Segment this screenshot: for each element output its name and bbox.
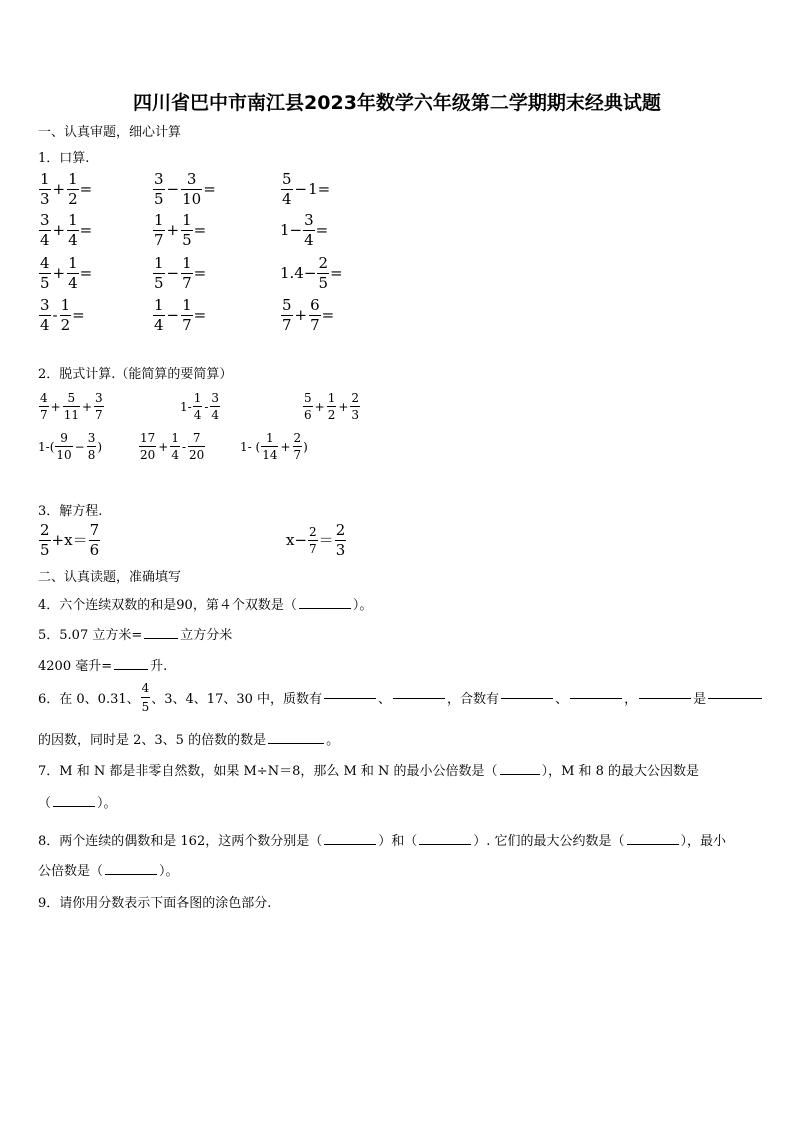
q1-fraction-b-num: 1 <box>182 296 192 314</box>
q1-fraction-b <box>67 172 79 207</box>
q6-blank-4[interactable] <box>570 697 622 699</box>
q2-fraction <box>261 432 278 461</box>
q2-fraction-den: 4 <box>171 448 179 462</box>
q8-blank-2[interactable] <box>419 843 471 845</box>
q1-fraction-a <box>153 298 165 333</box>
q1-fraction-b <box>181 256 193 291</box>
q1-fraction-a <box>153 256 165 291</box>
q7-middle: ），M 和 8 的最大公因数是 <box>541 764 700 779</box>
q5-b-suffix: 升. <box>150 659 168 674</box>
q1-operator: − <box>166 264 180 282</box>
q3-label: 3．解方程. <box>38 504 103 519</box>
q1-fraction-b-num: 2 <box>318 254 328 272</box>
q7-line1 <box>38 760 699 779</box>
q6-line1 <box>38 681 764 714</box>
q6-line2-suffix: 。 <box>326 733 340 748</box>
q1-fraction-a-den: 5 <box>40 274 50 292</box>
q2-fraction <box>139 432 156 461</box>
q1-fraction-b <box>60 298 72 333</box>
q1-lead: 1− <box>280 221 303 239</box>
q2-fraction <box>293 432 303 461</box>
q5-a-suffix: 立方分米 <box>180 628 233 643</box>
section-2-heading: 二、认真读题，准确填写 <box>38 570 182 585</box>
q5-line1 <box>38 624 232 643</box>
q1-equals: = <box>72 306 85 324</box>
q1-equals: = <box>79 264 93 282</box>
q1-fraction-a <box>39 213 51 248</box>
q1-fraction-a-den: 4 <box>40 231 50 249</box>
q5-a-prefix: 5．5.07 立方米= <box>38 628 143 643</box>
q8-line1 <box>38 830 726 849</box>
q2-fraction-num: 3 <box>211 391 220 405</box>
q1-fraction-b-den: 2 <box>60 316 71 334</box>
q1-operator: − <box>294 180 308 198</box>
q2-fraction-den: 6 <box>304 408 312 422</box>
q1-fraction-a-num: 1 <box>154 254 164 272</box>
q2-operator: − <box>74 439 85 454</box>
q6-blank-7[interactable] <box>268 742 324 744</box>
q2-fraction <box>63 392 80 421</box>
q1-equals: = <box>193 264 207 282</box>
q2-fraction-den: 20 <box>189 448 205 462</box>
q2-fraction-num: 1 <box>171 431 179 445</box>
q2-operator: - <box>204 399 209 414</box>
q2-operator: + <box>158 439 169 454</box>
q2-operator: + <box>314 399 325 414</box>
q1-fraction-b-num: 1 <box>182 254 192 272</box>
q3-eq2-fraction-b <box>335 523 347 558</box>
q2-row1-item-1 <box>38 392 105 421</box>
q7-line2-suffix: ）。 <box>97 796 117 811</box>
q1-item-1-2 <box>152 172 216 207</box>
q1-fraction-a-num: 4 <box>40 254 50 272</box>
q1-fraction-a <box>281 172 293 207</box>
q1-fraction-a-den: 4 <box>40 316 50 334</box>
q1-fraction-a-num: 5 <box>282 170 292 188</box>
q1-fraction-b <box>181 172 202 207</box>
q3-eq1-fraction-a-den: 5 <box>40 541 50 559</box>
q2-fraction-num: 3 <box>95 391 103 405</box>
q1-whole: 1 <box>308 180 318 198</box>
q6-fraction-den: 5 <box>141 700 150 714</box>
q6-line2 <box>38 729 339 748</box>
q7-prefix: 7．M 和 N 都是非零自然数，如果 M÷N＝8，那么 M 和 N 的最小公倍数是（ <box>38 764 498 779</box>
q8-line2-suffix: ）。 <box>159 864 179 879</box>
q2-fraction <box>87 432 97 461</box>
q1-item-4-2 <box>152 298 206 333</box>
q2-fraction-num: 5 <box>304 391 312 405</box>
q8-mid-1: ）和（ <box>378 834 418 849</box>
q6-blank-2[interactable] <box>393 697 445 699</box>
q3-eq1-fraction-a-num: 2 <box>40 521 50 539</box>
q5-a-blank[interactable] <box>144 637 178 639</box>
q1-equals: = <box>79 221 93 239</box>
q5-b-blank[interactable] <box>114 668 148 670</box>
q7-blank-1[interactable] <box>500 773 540 775</box>
q1-item-4-1 <box>38 298 85 333</box>
q4-text <box>38 594 372 613</box>
q2-row1-item-2 <box>180 392 221 421</box>
q8-blank-4[interactable] <box>105 873 157 875</box>
q1-fraction-a-den: 4 <box>154 316 164 334</box>
q9-text: 9．请你用分数表示下面各图的涂色部分. <box>38 896 272 911</box>
q2-fraction-num: 4 <box>40 391 48 405</box>
q2-fraction <box>193 392 203 421</box>
q8-mid-3: ），最小 <box>680 834 727 849</box>
q8-mid-2: ）. 它们的最大公约数是（ <box>473 834 625 849</box>
q2-row2-item-2 <box>138 432 206 461</box>
q2-fraction-num: 2 <box>351 391 360 405</box>
q2-fraction <box>94 392 104 421</box>
q2-operator: + <box>81 399 93 414</box>
q5-b-prefix: 4200 毫升= <box>38 659 113 674</box>
q2-fraction-den: 10 <box>56 448 72 462</box>
q6-sep-2: ，合数有 <box>447 692 500 707</box>
q6-blank-6[interactable] <box>708 697 762 699</box>
q1-fraction-a <box>281 298 293 333</box>
q2-fraction-num: 3 <box>87 431 96 445</box>
q2-operator: - <box>181 439 187 454</box>
q1-fraction-a-num: 3 <box>40 296 50 314</box>
q2-fraction-den: 14 <box>262 448 278 462</box>
q2-operator: + <box>280 439 291 454</box>
q6-prefix: 6．在 0、0.31、 <box>38 692 140 707</box>
q1-item-3-1 <box>38 256 92 291</box>
q3-eq1-fraction-b-num: 7 <box>89 521 100 539</box>
q1-operator: + <box>52 180 66 198</box>
q1-fraction-a-den: 5 <box>154 190 164 208</box>
q2-fraction <box>39 392 49 421</box>
q2-fraction-den: 7 <box>293 448 302 462</box>
q1-equals: = <box>79 180 93 198</box>
q1-fraction-b <box>67 256 79 291</box>
q1-fraction-a-den: 4 <box>282 190 292 208</box>
q2-fraction <box>55 432 72 461</box>
q1-fraction-b <box>309 298 321 333</box>
q2-fraction <box>327 392 337 421</box>
q2-fraction-den: 4 <box>211 408 220 422</box>
q1-equals: = <box>317 180 331 198</box>
q1-fraction-b-den: 5 <box>182 231 192 249</box>
q2-label: 2．脱式计算.（能简算的要简算） <box>38 367 233 382</box>
q3-eq1-fraction-a <box>39 523 51 558</box>
q1-fraction-a <box>39 298 51 333</box>
q1-equals: = <box>329 264 343 282</box>
q1-fraction-b-num: 1 <box>68 211 78 229</box>
q2-operator: + <box>338 399 349 414</box>
q1-fraction-b-num: 1 <box>60 296 71 314</box>
q1-equals: = <box>193 221 207 239</box>
q2-lead: 1-( <box>38 439 55 454</box>
q2-fraction <box>210 392 220 421</box>
q2-lead: 1- ( <box>240 439 261 454</box>
q3-eq1-fraction-b-den: 6 <box>89 541 100 559</box>
q1-label: 1．口算. <box>38 151 90 166</box>
q2-operator: + <box>50 399 61 414</box>
q1-lead: 1.4− <box>280 264 317 282</box>
q1-operator: − <box>166 180 180 198</box>
q2-row1-item-3 <box>302 392 361 421</box>
q2-row2-item-3 <box>240 432 308 461</box>
q8-prefix: 8．两个连续的偶数和是 162，这两个数分别是（ <box>38 834 323 849</box>
q7-blank-2[interactable] <box>53 805 95 807</box>
page-title: 四川省巴中市南江县2023年数学六年级第二学期期末经典试题 <box>133 92 661 114</box>
q2-fraction-den: 4 <box>193 408 202 422</box>
q2-fraction <box>170 432 180 461</box>
q2-fraction <box>350 392 360 421</box>
q1-operator: + <box>52 264 66 282</box>
q1-fraction-b-den: 4 <box>68 231 78 249</box>
q2-fraction-num: 1 <box>327 391 336 405</box>
q4-prefix: 4．六个连续双数的和是90，第４个双数是（ <box>38 598 297 613</box>
q2-fraction-num: 5 <box>67 391 76 405</box>
q1-equals: = <box>321 306 335 324</box>
section-1-heading: 一、认真审题，细心计算 <box>38 125 182 140</box>
q1-item-1-3 <box>280 172 330 207</box>
q6-is: 是 <box>693 692 707 707</box>
q1-fraction-b-den: 7 <box>182 316 192 334</box>
q1-fraction-b <box>181 298 193 333</box>
q1-fraction-b-num: 3 <box>304 211 314 229</box>
q4-blank[interactable] <box>299 607 351 609</box>
q3-eq2-lead: x− <box>286 531 308 549</box>
q1-fraction-a <box>153 213 165 248</box>
q8-line2 <box>38 860 179 879</box>
q1-item-2-1 <box>38 213 92 248</box>
q1-fraction-a-den: 5 <box>154 274 164 292</box>
q6-blank-5[interactable] <box>639 697 691 699</box>
q2-fraction-num: 17 <box>140 431 156 445</box>
q6-sep-3: 、 <box>555 692 569 707</box>
q1-fraction-b-den: 5 <box>318 274 328 292</box>
q4-suffix: ）。 <box>352 598 373 613</box>
q6-sep-1: 、 <box>378 692 392 707</box>
q1-item-3-3 <box>280 256 343 291</box>
q1-fraction-a-num: 3 <box>40 211 50 229</box>
q3-eq1-fraction-b <box>89 523 101 558</box>
q6-fraction-num: 4 <box>141 681 150 695</box>
q1-fraction-b-num: 1 <box>68 254 78 272</box>
q3-eq2-fraction-b-den: 3 <box>335 541 346 559</box>
q1-fraction-a <box>39 256 51 291</box>
q3-eq2-mid: ＝ <box>318 531 334 549</box>
q3-eq1-mid: +x＝ <box>51 531 88 549</box>
q2-fraction-num: 7 <box>192 431 201 445</box>
q2-fraction-num: 9 <box>60 431 68 445</box>
q1-fraction-b-den: 2 <box>68 190 78 208</box>
q1-equals: = <box>203 180 216 198</box>
q1-fraction-a-den: 7 <box>154 231 164 249</box>
q1-item-3-2 <box>152 256 206 291</box>
q1-fraction-a-num: 1 <box>154 296 164 314</box>
q6-fraction <box>141 681 151 714</box>
q1-fraction-b-num: 1 <box>182 211 192 229</box>
q2-tail: ) <box>303 439 308 454</box>
q1-fraction-a-num: 1 <box>40 170 50 188</box>
q8-blank-3[interactable] <box>627 843 679 845</box>
q1-item-1-1 <box>38 172 92 207</box>
q2-fraction <box>188 432 205 461</box>
q2-fraction-num: 1 <box>266 431 274 445</box>
q1-operator: + <box>294 306 308 324</box>
q1-fraction-a-num: 1 <box>154 211 164 229</box>
q1-item-4-3 <box>280 298 334 333</box>
q2-fraction-den: 2 <box>327 408 336 422</box>
q1-equals: = <box>193 306 207 324</box>
q2-fraction <box>303 392 313 421</box>
q3-equation-1 <box>38 523 101 558</box>
q3-eq2-fraction-a-den: 7 <box>309 542 317 556</box>
q1-fraction-a-den: 3 <box>40 190 50 208</box>
q2-fraction-den: 7 <box>95 408 103 422</box>
q1-fraction-b-den: 7 <box>310 316 320 334</box>
q6-blank-3[interactable] <box>501 697 553 699</box>
q1-item-2-3 <box>280 213 328 248</box>
q1-fraction-a-num: 5 <box>282 296 292 314</box>
q1-fraction-a <box>39 172 51 207</box>
q1-fraction-a-num: 3 <box>154 170 164 188</box>
q3-eq2-fraction-b-num: 2 <box>335 521 346 539</box>
q2-fraction-den: 8 <box>87 448 96 462</box>
q7-line2 <box>38 792 117 811</box>
q3-equation-2 <box>286 523 347 558</box>
q1-fraction-b-num: 1 <box>68 170 78 188</box>
q1-fraction-b-den: 4 <box>304 231 314 249</box>
q8-line2-prefix: 公倍数是（ <box>38 864 104 879</box>
q2-fraction-num: 1 <box>193 391 202 405</box>
q1-fraction-b-num: 6 <box>310 296 320 314</box>
q6-middle: 、3、4、17、30 中，质数有 <box>151 692 323 707</box>
q2-fraction-num: 2 <box>293 431 302 445</box>
q1-item-2-2 <box>152 213 206 248</box>
q1-operator: + <box>166 221 180 239</box>
q6-sep-4: ， <box>624 692 638 707</box>
q2-tail: ) <box>97 439 103 454</box>
q2-fraction-den: 7 <box>40 408 48 422</box>
q1-fraction-b-den: 7 <box>182 274 192 292</box>
q1-operator: + <box>52 221 66 239</box>
q2-lead: 1- <box>180 399 192 414</box>
q6-blank-1[interactable] <box>324 697 376 699</box>
q2-fraction-den: 20 <box>140 448 156 462</box>
q1-fraction-a-den: 7 <box>282 316 292 334</box>
q3-eq2-fraction-a-num: 2 <box>309 525 317 539</box>
q2-fraction-den: 3 <box>351 408 360 422</box>
q2-fraction-den: 11 <box>63 408 79 422</box>
q1-fraction-b <box>67 213 79 248</box>
q1-fraction-a <box>153 172 165 207</box>
q5-line2 <box>38 655 167 674</box>
q1-fraction-b <box>303 213 315 248</box>
q7-line2-prefix: （ <box>38 796 52 811</box>
q8-blank-1[interactable] <box>324 843 376 845</box>
q1-operator: − <box>166 306 180 324</box>
q1-fraction-b-num: 3 <box>186 170 197 188</box>
q1-equals: = <box>315 221 329 239</box>
q1-operator: - <box>52 306 58 324</box>
q1-fraction-b-den: 10 <box>182 190 202 208</box>
q1-fraction-b <box>317 256 329 291</box>
q1-fraction-b-den: 4 <box>68 274 78 292</box>
q2-row2-item-1 <box>38 432 102 461</box>
q3-eq2-fraction-a <box>308 526 318 555</box>
q1-fraction-b <box>181 213 193 248</box>
q6-line2-prefix: 的因数，同时是 2、3、5 的倍数的数是 <box>38 733 267 748</box>
